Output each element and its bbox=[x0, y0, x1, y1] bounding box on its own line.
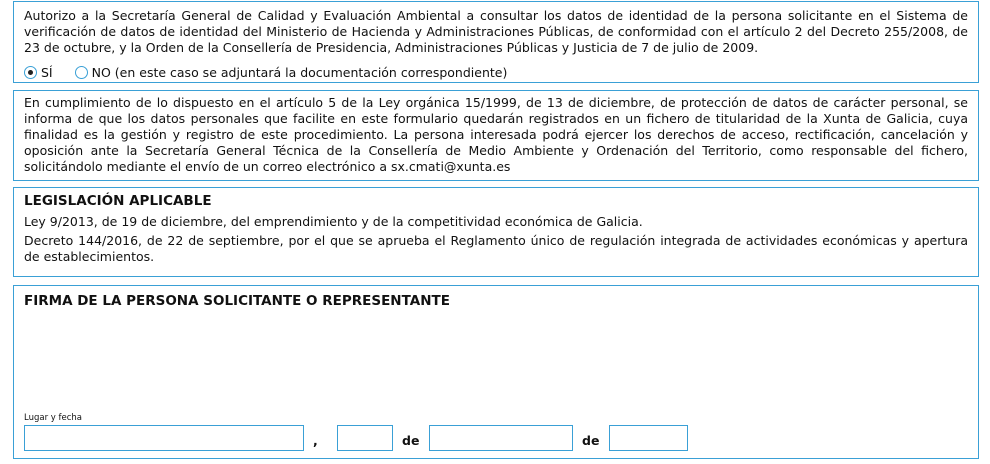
legislation-item: Decreto 144/2016, de 22 de septiembre, por el que se aprueba el Reglamento único de regulación integrada de actividades económicas y apertura de establecimientos. bbox=[24, 233, 968, 264]
consent-text: Autorizo a la Secretaría General de Calidad y Evaluación Ambiental a consultar los datos de identidad de la persona solicitante en el Sistema de verificación de datos de identidad del Ministerio de Hacienda y Administraciones Públicas, de conformidad con el artículo 2 del Decreto 255/2008, de 23 de octubre, y la Orden de la Consellería de Presidencia, Administraciones Públicas y Justicia de 7 de julio de 2009. bbox=[24, 8, 968, 55]
data-protection-text: En cumplimiento de lo dispuesto en el artículo 5 de la Ley orgánica 15/1999, de 13 de diciembre, de protección de datos de carácter personal, se informa de que los datos personales que facilite en este formulario quedarán registrados en un fichero de titularidad de la Xunta de Galicia, cuya finalidad es la gestión y registro de este procedimiento. La persona interesada podrá ejercer los derechos de acceso, rectificación, cancelación y oposición ante la Secretaría General Técnica de la Consellería de Medio Ambiente y Ordenación del Territorio, como responsable del fichero, solicitándolo mediante el envío de un correo electrónico a sx.cmati@xunta.es bbox=[24, 95, 968, 174]
radio-yes-label[interactable]: SÍ bbox=[41, 64, 53, 80]
legislation-section bbox=[13, 187, 979, 277]
radio-no[interactable] bbox=[75, 66, 88, 79]
radio-no-label[interactable]: NO (en este caso se adjuntará la documentación correspondiente) bbox=[91, 64, 508, 80]
month-input[interactable] bbox=[429, 425, 573, 451]
radio-yes[interactable] bbox=[24, 66, 37, 79]
place-input[interactable] bbox=[24, 425, 304, 451]
de-label: de bbox=[582, 433, 600, 448]
signature-section bbox=[13, 285, 979, 459]
legislation-item: Ley 9/2013, de 19 de diciembre, del emprendimiento y de la competitividad económica de Galicia. bbox=[24, 214, 643, 229]
year-input[interactable] bbox=[609, 425, 688, 451]
de-label: de bbox=[402, 433, 420, 448]
legislation-title: LEGISLACIÓN APLICABLE bbox=[24, 193, 212, 209]
consent-radio-group bbox=[24, 64, 529, 80]
data-protection-section bbox=[13, 90, 979, 181]
signature-title: FIRMA DE LA PERSONA SOLICITANTE O REPRESENTANTE bbox=[24, 293, 450, 309]
comma-separator: , bbox=[313, 433, 318, 448]
radio-selected-dot bbox=[28, 70, 33, 75]
place-date-label: Lugar y fecha bbox=[24, 413, 82, 423]
consent-section bbox=[13, 1, 979, 83]
day-input[interactable] bbox=[337, 425, 393, 451]
